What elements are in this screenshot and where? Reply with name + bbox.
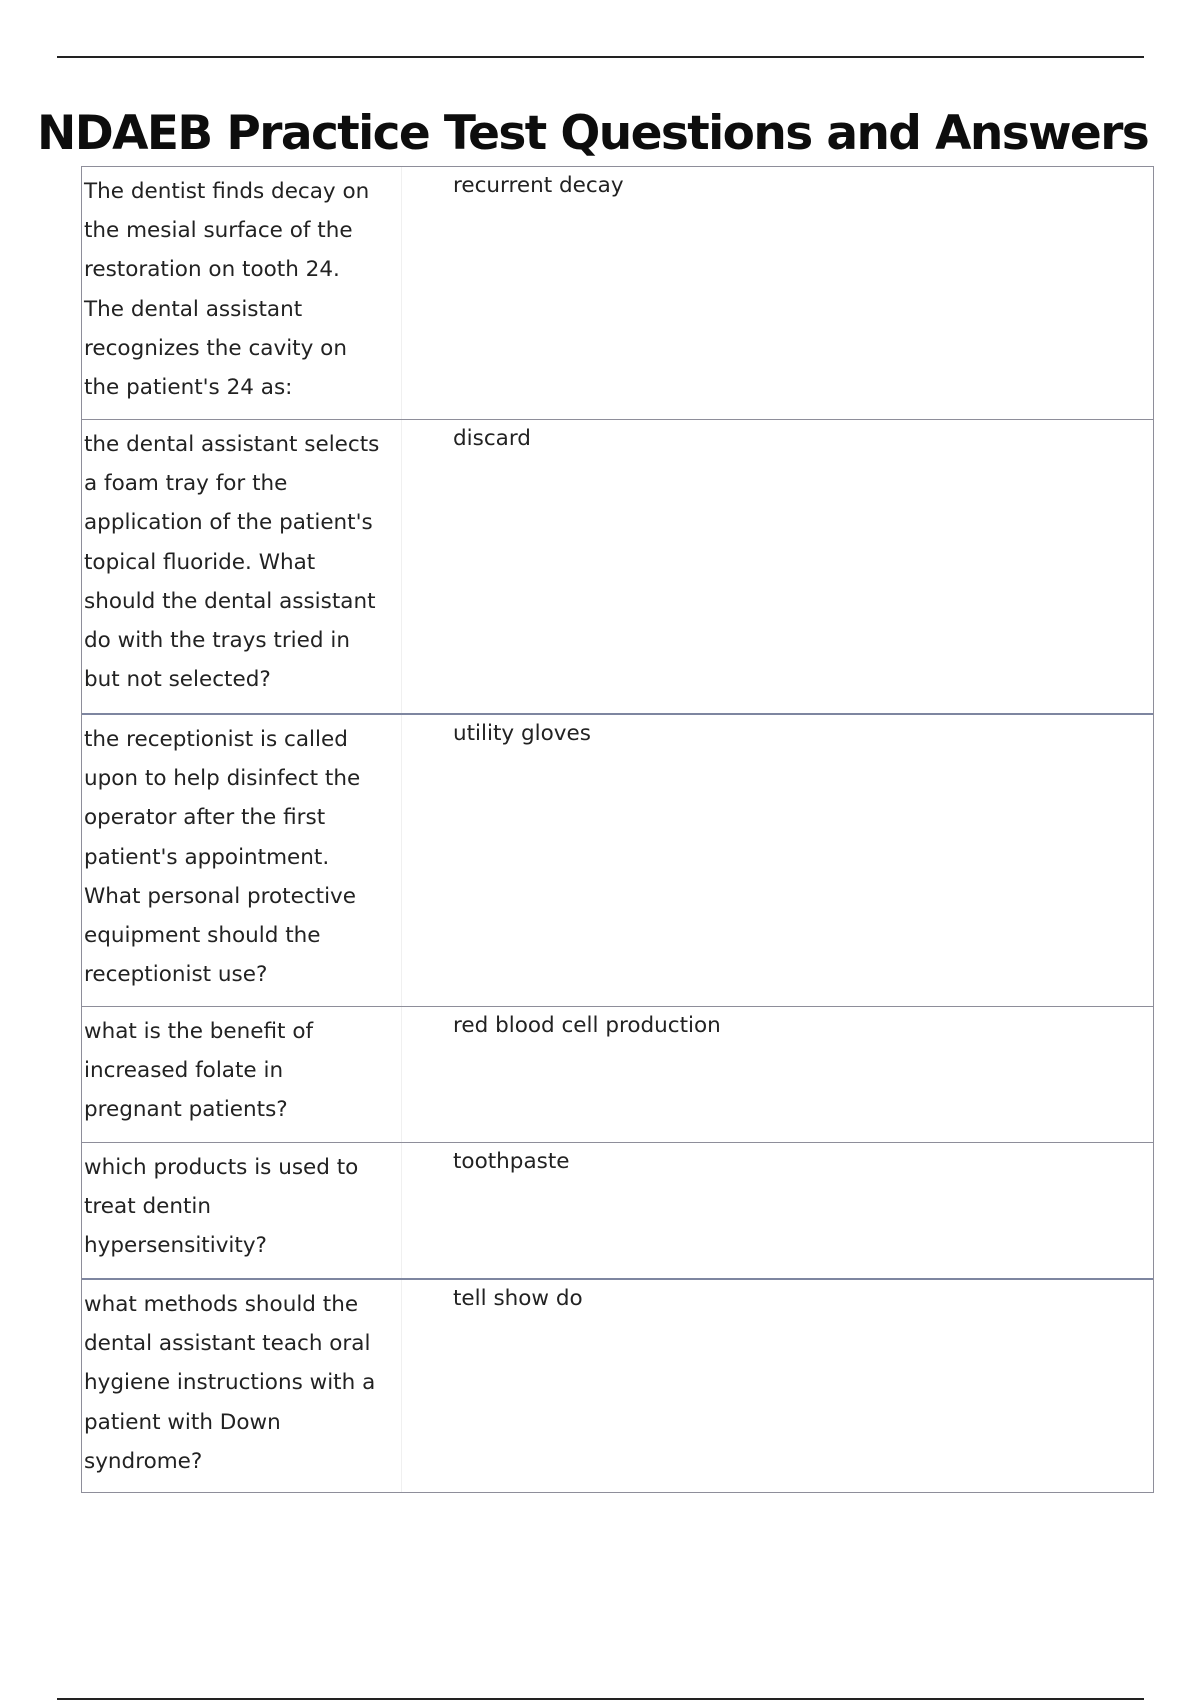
table-row bbox=[82, 1278, 1153, 1492]
question-line: patient with Down bbox=[84, 1409, 281, 1435]
question-line: the receptionist is called bbox=[84, 727, 348, 752]
question-line: recognizes the cavity on bbox=[84, 335, 347, 361]
question-line: restoration on tooth 24. bbox=[84, 257, 340, 283]
question-line: hygiene instructions with a bbox=[84, 1370, 376, 1396]
page-title: NDAEB Practice Test Questions and Answers bbox=[37, 106, 1149, 161]
question-line: should the dental assistant bbox=[84, 588, 376, 614]
question-line: the mesial surface of the bbox=[84, 218, 353, 244]
question-line: dental assistant teach oral bbox=[84, 1331, 371, 1357]
answer-cell: utility gloves bbox=[453, 721, 591, 746]
question-cell bbox=[82, 1143, 402, 1278]
question-line: treat dentin bbox=[84, 1194, 211, 1220]
question-line: The dentist finds decay on bbox=[84, 179, 370, 204]
question-line: what methods should the bbox=[84, 1292, 359, 1317]
question-cell bbox=[82, 167, 402, 419]
question-cell bbox=[82, 715, 402, 1006]
question-line: hypersensitivity? bbox=[84, 1233, 267, 1259]
question-line: what is the benefit of bbox=[84, 1019, 314, 1044]
question-line: upon to help disinfect the bbox=[84, 766, 361, 792]
table-row bbox=[82, 1142, 1153, 1278]
question-line: The dental assistant bbox=[84, 296, 303, 322]
question-line: pregnant patients? bbox=[84, 1097, 288, 1123]
question-cell bbox=[82, 420, 402, 713]
question-line: topical fluoride. What bbox=[84, 549, 316, 575]
top-divider bbox=[57, 56, 1144, 58]
answer-cell: toothpaste bbox=[453, 1149, 570, 1174]
answer-cell: recurrent decay bbox=[453, 173, 624, 198]
table-row bbox=[82, 713, 1153, 1006]
answer-cell: red blood cell production bbox=[453, 1013, 721, 1038]
table-row bbox=[82, 1006, 1153, 1142]
question-line: the dental assistant selects bbox=[84, 432, 380, 457]
question-cell bbox=[82, 1007, 402, 1142]
answer-cell: tell show do bbox=[453, 1286, 583, 1311]
question-line: a foam tray for the bbox=[84, 471, 288, 497]
question-line: operator after the first bbox=[84, 805, 326, 831]
table-row bbox=[82, 167, 1153, 419]
qa-table bbox=[81, 166, 1154, 1493]
question-line: which products is used to bbox=[84, 1155, 359, 1180]
question-line: but not selected? bbox=[84, 667, 271, 693]
question-line: receptionist use? bbox=[84, 962, 268, 988]
table-row bbox=[82, 419, 1153, 713]
question-line: syndrome? bbox=[84, 1448, 203, 1474]
question-line: increased folate in bbox=[84, 1058, 284, 1084]
question-line: equipment should the bbox=[84, 923, 321, 949]
question-line: do with the trays tried in bbox=[84, 628, 350, 654]
question-line: the patient's 24 as: bbox=[84, 375, 293, 401]
answer-cell: discard bbox=[453, 426, 531, 451]
question-cell bbox=[82, 1280, 402, 1492]
question-line: patient's appointment. bbox=[84, 844, 330, 870]
question-line: application of the patient's bbox=[84, 510, 373, 536]
question-line: What personal protective bbox=[84, 883, 357, 909]
